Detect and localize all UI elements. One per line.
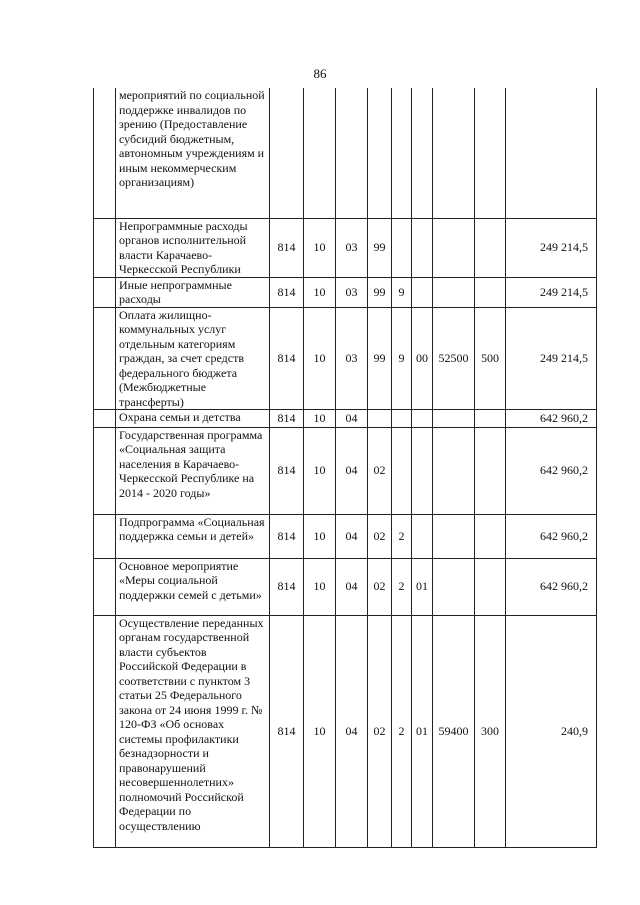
expense-name-cell: мероприятий по социальной поддержке инвалидов по зрению (Предоставление субсидий бюджетным, автономным учреждениям и иным некоммерческим организациям) [116, 88, 270, 218]
section-code-cell: 10 [304, 558, 336, 615]
table-row [94, 307, 597, 410]
subprogram-code-cell [392, 88, 412, 218]
amount-cell: 642 960,2 [506, 427, 597, 514]
ministry-code-cell: 814 [270, 218, 304, 277]
amount-cell: 642 960,2 [506, 558, 597, 615]
program-code-cell: 02 [368, 615, 392, 847]
ministry-code-cell: 814 [270, 514, 304, 558]
page-number: 86 [313, 66, 327, 81]
expense-name-cell: Оплата жилищно-коммунальных услуг отдельным категориям граждан, за счет средств федерального бюджета (Межбюджетные трансферты) [116, 307, 270, 410]
direction-code-cell [433, 218, 475, 277]
row-marker-cell [94, 427, 116, 514]
subprogram-code-cell [392, 410, 412, 428]
activity-code-cell: 01 [412, 615, 433, 847]
section-code-cell: 10 [304, 277, 336, 307]
table-row [94, 514, 597, 558]
direction-code-cell [433, 277, 475, 307]
subprogram-code-cell: 9 [392, 307, 412, 410]
expense-type-code-cell [475, 277, 506, 307]
section-code-cell [304, 88, 336, 218]
row-marker-cell [94, 307, 116, 410]
subsection-code-cell: 03 [336, 307, 368, 410]
table-row [94, 277, 597, 307]
subsection-code-cell: 04 [336, 427, 368, 514]
expense-name-cell: Осуществление переданных органам государственной власти субъектов Российской Федерации в соответствии с пунктом 3 статьи 25 Федерального закона от 24 июня 1999 г. № 120-ФЗ «Об основах системы профилактики безнадзорности и правонарушений несовершеннолетних» полномочий Российской Федерации по осуществлению [116, 615, 270, 847]
row-marker-cell [94, 615, 116, 847]
expense-type-code-cell [475, 514, 506, 558]
expense-type-code-cell [475, 558, 506, 615]
section-code-cell: 10 [304, 427, 336, 514]
expense-name-cell: Подпрограмма «Социальная поддержка семьи и детей» [116, 514, 270, 558]
direction-code-cell [433, 88, 475, 218]
activity-code-cell [412, 218, 433, 277]
subprogram-code-cell: 2 [392, 514, 412, 558]
subsection-code-cell: 03 [336, 277, 368, 307]
table-row [94, 558, 597, 615]
ministry-code-cell: 814 [270, 558, 304, 615]
ministry-code-cell: 814 [270, 427, 304, 514]
direction-code-cell [433, 558, 475, 615]
ministry-code-cell: 814 [270, 277, 304, 307]
subprogram-code-cell: 9 [392, 277, 412, 307]
subsection-code-cell: 04 [336, 615, 368, 847]
program-code-cell: 99 [368, 277, 392, 307]
direction-code-cell [433, 427, 475, 514]
section-code-cell: 10 [304, 307, 336, 410]
table-row [94, 615, 597, 847]
budget-table [93, 88, 597, 848]
row-marker-cell [94, 410, 116, 428]
section-code-cell: 10 [304, 410, 336, 428]
activity-code-cell [412, 410, 433, 428]
subsection-code-cell: 04 [336, 514, 368, 558]
program-code-cell: 02 [368, 427, 392, 514]
ministry-code-cell: 814 [270, 615, 304, 847]
activity-code-cell: 00 [412, 307, 433, 410]
program-code-cell: 02 [368, 514, 392, 558]
expense-name-cell: Государственная программа «Социальная защита населения в Карачаево-Черкесской Республике на 2014 - 2020 годы» [116, 427, 270, 514]
subsection-code-cell: 04 [336, 558, 368, 615]
table-row [94, 427, 597, 514]
expense-name-cell: Иные непрограммные расходы [116, 277, 270, 307]
ministry-code-cell: 814 [270, 307, 304, 410]
section-code-cell: 10 [304, 514, 336, 558]
amount-cell: 249 214,5 [506, 218, 597, 277]
activity-code-cell [412, 427, 433, 514]
amount-cell [506, 88, 597, 218]
expense-type-code-cell [475, 218, 506, 277]
program-code-cell [368, 410, 392, 428]
activity-code-cell [412, 277, 433, 307]
table-row [94, 410, 597, 428]
table-row [94, 218, 597, 277]
direction-code-cell [433, 514, 475, 558]
subsection-code-cell [336, 88, 368, 218]
program-code-cell [368, 88, 392, 218]
section-code-cell: 10 [304, 218, 336, 277]
subprogram-code-cell [392, 218, 412, 277]
program-code-cell: 99 [368, 218, 392, 277]
expense-name-cell: Основное мероприятие «Меры социальной поддержки семей с детьми» [116, 558, 270, 615]
table-row [94, 88, 597, 218]
row-marker-cell [94, 88, 116, 218]
direction-code-cell: 59400 [433, 615, 475, 847]
ministry-code-cell [270, 88, 304, 218]
amount-cell: 249 214,5 [506, 307, 597, 410]
subprogram-code-cell [392, 427, 412, 514]
activity-code-cell [412, 514, 433, 558]
direction-code-cell [433, 410, 475, 428]
ministry-code-cell: 814 [270, 410, 304, 428]
amount-cell: 249 214,5 [506, 277, 597, 307]
subsection-code-cell: 04 [336, 410, 368, 428]
subsection-code-cell: 03 [336, 218, 368, 277]
activity-code-cell [412, 88, 433, 218]
row-marker-cell [94, 514, 116, 558]
subprogram-code-cell: 2 [392, 615, 412, 847]
section-code-cell: 10 [304, 615, 336, 847]
activity-code-cell: 01 [412, 558, 433, 615]
direction-code-cell: 52500 [433, 307, 475, 410]
expense-name-cell: Охрана семьи и детства [116, 410, 270, 428]
amount-cell: 240,9 [506, 615, 597, 847]
expense-name-cell: Непрограммные расходы органов исполнительной власти Карачаево-Черкесской Республики [116, 218, 270, 277]
row-marker-cell [94, 218, 116, 277]
expense-type-code-cell [475, 427, 506, 514]
amount-cell: 642 960,2 [506, 514, 597, 558]
program-code-cell: 99 [368, 307, 392, 410]
expense-type-code-cell [475, 410, 506, 428]
expense-type-code-cell: 500 [475, 307, 506, 410]
row-marker-cell [94, 558, 116, 615]
row-marker-cell [94, 277, 116, 307]
expense-type-code-cell [475, 88, 506, 218]
program-code-cell: 02 [368, 558, 392, 615]
amount-cell: 642 960,2 [506, 410, 597, 428]
expense-type-code-cell: 300 [475, 615, 506, 847]
subprogram-code-cell: 2 [392, 558, 412, 615]
